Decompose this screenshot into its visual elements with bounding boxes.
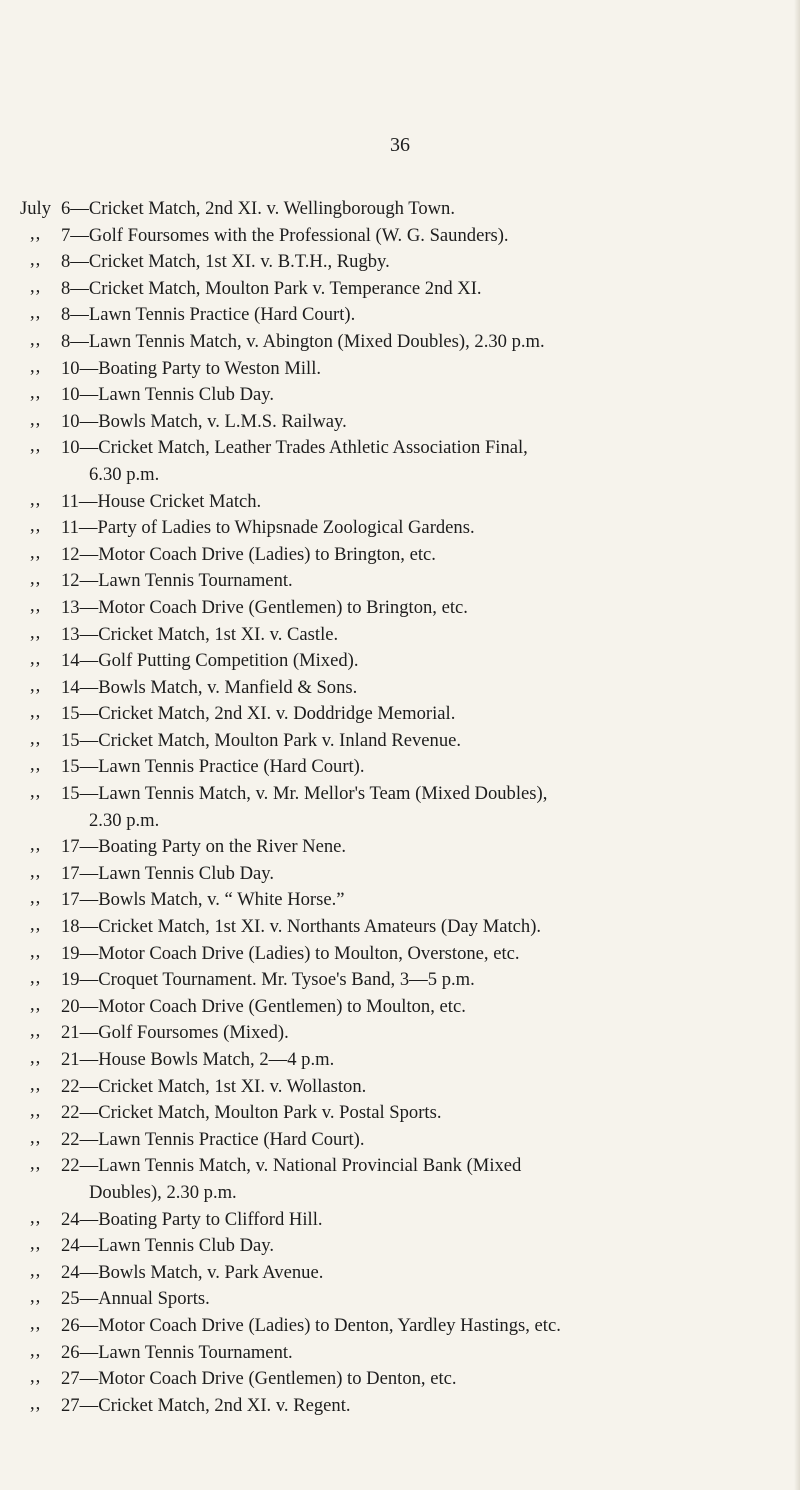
event-entry — [0, 1313, 800, 1340]
event-text: 8—Lawn Tennis Practice (Hard Court). — [61, 304, 356, 326]
event-text: 24—Lawn Tennis Club Day. — [61, 1235, 275, 1257]
event-text: 22—Cricket Match, Moulton Park v. Postal Sports. — [61, 1102, 442, 1124]
ditto-mark: ,, — [30, 1020, 42, 1042]
ditto-mark: ,, — [30, 1233, 42, 1255]
month-label: July — [20, 198, 51, 219]
event-text: 27—Motor Coach Drive (Gentlemen) to Denton, etc. — [61, 1368, 457, 1390]
event-entry — [0, 409, 800, 436]
event-entry — [0, 542, 800, 569]
ditto-mark: ,, — [30, 887, 42, 909]
event-entry — [0, 941, 800, 968]
ditto-mark: ,, — [30, 648, 42, 670]
event-text: 15—Cricket Match, 2nd XI. v. Doddridge Memorial. — [61, 703, 456, 725]
event-entry — [0, 276, 800, 303]
event-text-continuation: Doubles), 2.30 p.m. — [89, 1181, 237, 1203]
event-entry — [0, 1393, 800, 1420]
ditto-mark: ,, — [30, 355, 42, 377]
ditto-mark: ,, — [30, 914, 42, 936]
event-entry — [0, 1047, 800, 1074]
event-text: 22—Lawn Tennis Match, v. National Provincial Bank (Mixed — [61, 1155, 522, 1177]
event-text: 15—Cricket Match, Moulton Park v. Inland Revenue. — [61, 729, 462, 751]
event-entry — [0, 648, 800, 675]
event-entry — [0, 887, 800, 914]
event-text: 14—Golf Putting Competition (Mixed). — [61, 650, 359, 672]
ditto-mark: ,, — [30, 515, 42, 537]
event-text: 26—Motor Coach Drive (Ladies) to Denton, Yardley Hastings, etc. — [61, 1314, 561, 1336]
event-entry — [0, 329, 800, 356]
event-text: 8—Cricket Match, Moulton Park v. Temperance 2nd XI. — [61, 277, 482, 299]
ditto-mark: ,, — [30, 1100, 42, 1122]
event-text: 14—Bowls Match, v. Manfield & Sons. — [61, 676, 358, 698]
event-entry — [0, 382, 800, 409]
event-text: 13—Motor Coach Drive (Gentlemen) to Brington, etc. — [61, 596, 468, 618]
ditto-mark: ,, — [30, 1126, 42, 1148]
ditto-mark: ,, — [30, 1392, 42, 1414]
event-entry — [0, 754, 800, 781]
event-text-continuation: 6.30 p.m. — [89, 463, 160, 485]
ditto-mark: ,, — [30, 328, 42, 350]
event-text: 19—Motor Coach Drive (Ladies) to Moulton, Overstone, etc. — [61, 942, 520, 964]
ditto-mark: ,, — [30, 1206, 42, 1228]
event-entry — [0, 223, 800, 250]
event-text: 7—Golf Foursomes with the Professional (W. G. Saunders). — [61, 224, 509, 246]
event-entry — [0, 356, 800, 383]
ditto-mark: ,, — [30, 541, 42, 563]
ditto-mark: ,, — [30, 435, 42, 457]
event-entry — [0, 249, 800, 276]
ditto-mark: ,, — [30, 993, 42, 1015]
event-entry — [0, 701, 800, 728]
event-entry — [0, 1366, 800, 1393]
event-entry — [0, 1233, 800, 1260]
ditto-mark: ,, — [30, 967, 42, 989]
event-text: 10—Lawn Tennis Club Day. — [61, 384, 275, 406]
ditto-mark: ,, — [30, 222, 42, 244]
event-text: 10—Boating Party to Weston Mill. — [61, 357, 322, 379]
event-entry — [0, 781, 800, 834]
event-entry — [0, 861, 800, 888]
ditto-mark: ,, — [30, 674, 42, 696]
event-text: 6—Cricket Match, 2nd XI. v. Wellingborough Town. — [61, 198, 455, 219]
event-text: 20—Motor Coach Drive (Gentlemen) to Moulton, etc. — [61, 995, 466, 1017]
ditto-mark: ,, — [30, 382, 42, 404]
ditto-mark: ,, — [30, 594, 42, 616]
ditto-mark: ,, — [30, 621, 42, 643]
event-text: 11—House Cricket Match. — [61, 490, 262, 512]
event-text: 12—Lawn Tennis Tournament. — [61, 570, 293, 592]
event-entry — [0, 675, 800, 702]
ditto-mark: ,, — [30, 1073, 42, 1095]
event-text: 27—Cricket Match, 2nd XI. v. Regent. — [61, 1394, 351, 1416]
ditto-mark: ,, — [30, 1312, 42, 1334]
event-text: 18—Cricket Match, 1st XI. v. Northants Amateurs (Day Match). — [61, 916, 542, 938]
event-entry — [0, 622, 800, 649]
event-text: 13—Cricket Match, 1st XI. v. Castle. — [61, 623, 339, 645]
event-text: 22—Cricket Match, 1st XI. v. Wollaston. — [61, 1075, 367, 1097]
event-text: 17—Lawn Tennis Club Day. — [61, 862, 275, 884]
event-entry — [0, 967, 800, 994]
event-text: 26—Lawn Tennis Tournament. — [61, 1341, 293, 1363]
ditto-mark: ,, — [30, 940, 42, 962]
event-text: 22—Lawn Tennis Practice (Hard Court). — [61, 1128, 365, 1150]
event-entry — [0, 435, 800, 488]
event-text: 10—Cricket Match, Leather Trades Athletic Association Final, — [61, 437, 528, 459]
event-entry — [0, 728, 800, 755]
ditto-mark: ,, — [30, 1259, 42, 1281]
ditto-mark: ,, — [30, 781, 42, 803]
event-entry — [0, 834, 800, 861]
event-entry — [0, 1153, 800, 1206]
event-entry — [0, 1286, 800, 1313]
ditto-mark: ,, — [30, 1047, 42, 1068]
event-list — [0, 196, 800, 1419]
event-text: 21—Golf Foursomes (Mixed). — [61, 1022, 289, 1044]
event-text: 24—Boating Party to Clifford Hill. — [61, 1208, 323, 1230]
ditto-mark: ,, — [30, 488, 42, 510]
event-entry — [0, 994, 800, 1021]
page-edge-shadow — [794, 0, 800, 1490]
event-text: 11—Party of Ladies to Whipsnade Zoological Gardens. — [61, 517, 475, 539]
event-entry — [0, 568, 800, 595]
ditto-mark: ,, — [30, 249, 42, 271]
event-text: 8—Lawn Tennis Match, v. Abington (Mixed Doubles), 2.30 p.m. — [61, 330, 545, 352]
event-entry — [0, 489, 800, 516]
event-entry — [0, 595, 800, 622]
event-text: 12—Motor Coach Drive (Ladies) to Brington, etc. — [61, 543, 436, 565]
ditto-mark: ,, — [30, 1286, 42, 1308]
event-text: 15—Lawn Tennis Practice (Hard Court). — [61, 756, 365, 778]
ditto-mark: ,, — [30, 1339, 42, 1361]
event-entry — [0, 1020, 800, 1047]
ditto-mark: ,, — [30, 754, 42, 776]
ditto-mark: ,, — [30, 1366, 42, 1388]
ditto-mark: ,, — [30, 1153, 42, 1175]
page-number: 36 — [390, 134, 410, 156]
event-text: 10—Bowls Match, v. L.M.S. Railway. — [61, 410, 347, 432]
event-text-continuation: 2.30 p.m. — [89, 809, 160, 831]
ditto-mark: ,, — [30, 568, 42, 590]
event-text: 24—Bowls Match, v. Park Avenue. — [61, 1261, 324, 1283]
event-text: 15—Lawn Tennis Match, v. Mr. Mellor's Team (Mixed Doubles), — [61, 783, 548, 805]
event-entry — [0, 1260, 800, 1287]
event-text: 8—Cricket Match, 1st XI. v. B.T.H., Rugby. — [61, 251, 390, 273]
ditto-mark: ,, — [30, 302, 42, 324]
event-entry — [0, 1100, 800, 1127]
event-entry — [0, 1340, 800, 1367]
ditto-mark: ,, — [30, 701, 42, 723]
event-entry — [0, 1127, 800, 1154]
event-text: 17—Boating Party on the River Nene. — [61, 836, 347, 858]
ditto-mark: ,, — [30, 275, 42, 297]
event-entry — [0, 1207, 800, 1234]
event-entry — [0, 1074, 800, 1101]
event-text: 21—House Bowls Match, 2—4 p.m. — [61, 1049, 335, 1070]
event-entry — [0, 914, 800, 941]
event-text: 17—Bowls Match, v. “ White Horse.” — [61, 889, 345, 911]
event-entry — [0, 196, 800, 223]
event-text: 25—Annual Sports. — [61, 1288, 210, 1310]
ditto-mark: ,, — [30, 408, 42, 430]
event-text: 19—Croquet Tournament. Mr. Tysoe's Band, 3—5 p.m. — [61, 969, 475, 991]
ditto-mark: ,, — [30, 727, 42, 749]
ditto-mark: ,, — [30, 834, 42, 856]
event-entry — [0, 302, 800, 329]
event-entry — [0, 515, 800, 542]
ditto-mark: ,, — [30, 860, 42, 882]
